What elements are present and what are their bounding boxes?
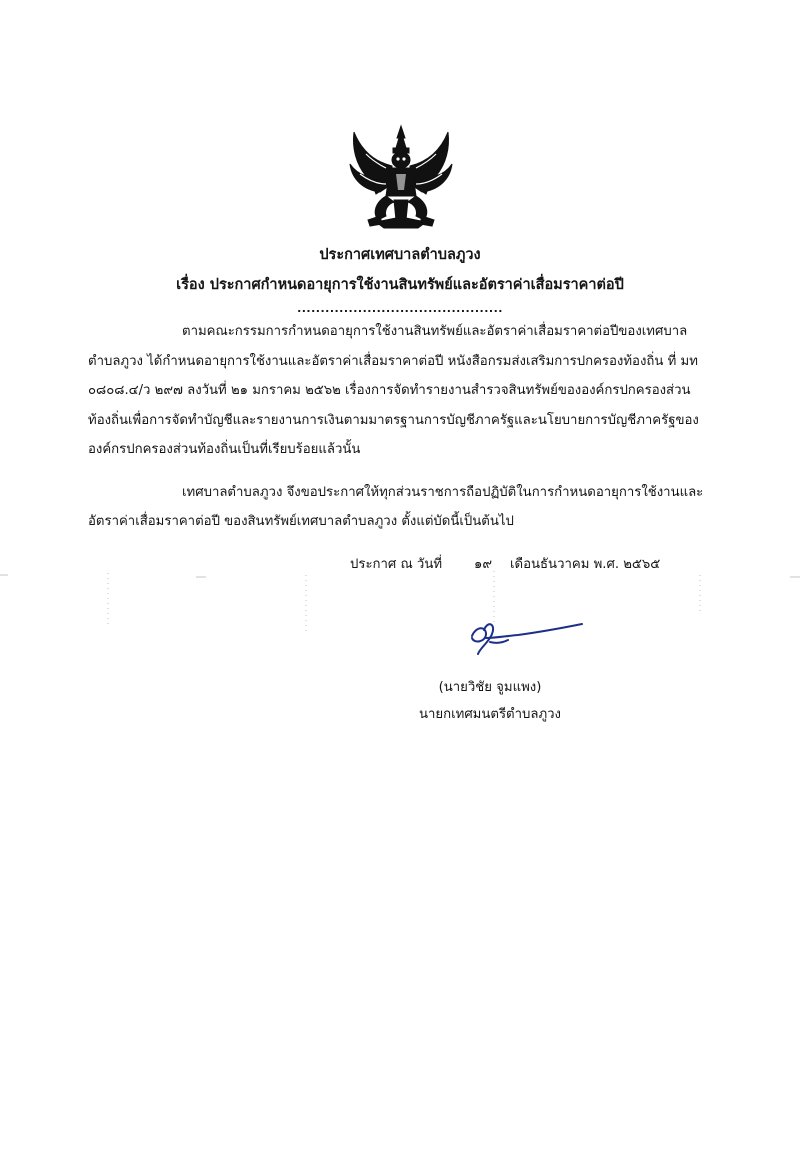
announcement-date-month-year: เดือนธันวาคม พ.ศ. ๒๕๖๕: [510, 557, 661, 572]
paragraph-1-line-3: ๐๘๐๘.๔/ว ๒๙๗ ลงวันที่ ๒๑ มกราคม ๒๕๖๒ เรื่องการจัดทำรายงานสำรวจสินทรัพย์ขององค์กรปกครองส่วน: [88, 383, 691, 398]
announcement-date-prefix: ประกาศ ณ วันที่: [350, 557, 443, 572]
announcement-date-day: ๑๙: [474, 557, 493, 572]
garuda-emblem: [346, 124, 456, 232]
paragraph-2-line-2: อัตราค่าเสื่อมราคาต่อปี ของสินทรัพย์เทศบาลตำบลภูวง ตั้งแต่บัดนี้เป็นต้นไป: [88, 514, 514, 529]
signatory-name: (นายวิชัย จูมแพง): [438, 680, 542, 695]
paragraph-1-line-1: ตามคณะกรรมการกำหนดอายุการใช้งานสินทรัพย์และอัตราค่าเสื่อมราคาต่อปีของเทศบาล: [182, 324, 688, 339]
paragraph-1-line-2: ตำบลภูวง ได้กำหนดอายุการใช้งานและอัตราค่าเสื่อมราคาต่อปี หนังสือกรมส่งเสริมการปกครองท้องถิ่น ที่ มท: [88, 354, 698, 369]
signatory-position: นายกเทศมนตรีตำบลภูวง: [418, 707, 562, 722]
paragraph-1-line-5: องค์กรปกครองส่วนท้องถิ่นเป็นที่เรียบร้อยแล้วนั้น: [88, 442, 361, 457]
scan-artifacts: [0, 565, 800, 645]
separator-dots: ............................................: [297, 302, 503, 315]
document-subject: เรื่อง ประกาศกำหนดอายุการใช้งานสินทรัพย์และอัตราค่าเสื่อมราคาต่อปี: [176, 277, 624, 293]
paragraph-2-line-1: เทศบาลตำบลภูวง จึงขอประกาศให้ทุกส่วนราชการถือปฏิบัติในการกำหนดอายุการใช้งานและ: [182, 485, 704, 500]
paragraph-1-line-4: ท้องถิ่นเพื่อการจัดทำบัญชีและรายงานการเงินตามมาตรฐานการบัญชีภาครัฐและนโยบายการบัญชีภาครัฐของ: [88, 413, 699, 428]
document-title: ประกาศเทศบาลตำบลภูวง: [319, 247, 481, 263]
